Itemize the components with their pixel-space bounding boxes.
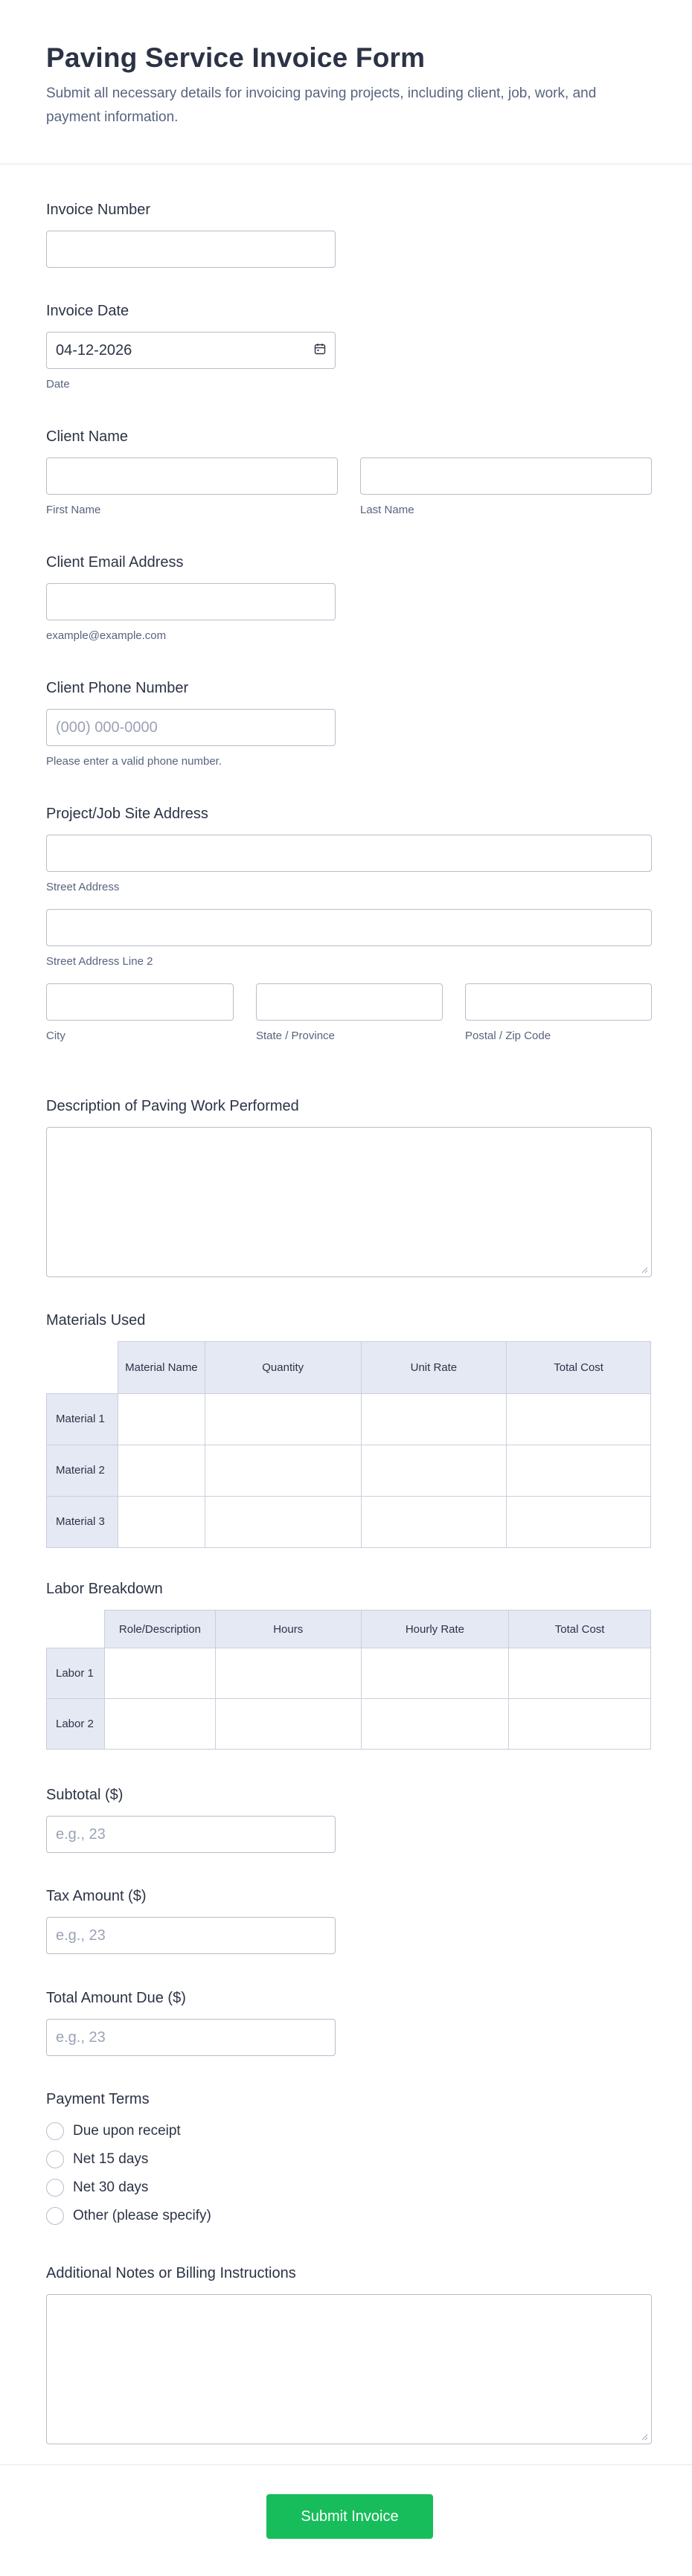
payment-option[interactable] <box>46 2202 211 2230</box>
client-name-field <box>46 428 653 517</box>
labor-col-header: Hourly Rate <box>361 1610 509 1648</box>
subtotal-field <box>46 1786 336 1853</box>
materials-cell[interactable] <box>205 1394 361 1445</box>
materials-cell[interactable] <box>118 1497 205 1548</box>
client-phone-field <box>46 679 336 768</box>
materials-col-header: Quantity <box>205 1342 361 1394</box>
subtotal-input[interactable]: e.g., 23 <box>46 1816 336 1853</box>
invoice-date-field <box>46 302 336 391</box>
description-field <box>46 1097 652 1277</box>
form-header <box>0 0 692 164</box>
invoice-date-label: Invoice Date <box>46 303 129 319</box>
client-phone-input[interactable]: (000) 000-0000 <box>46 709 336 746</box>
materials-cell[interactable] <box>507 1445 651 1497</box>
materials-field <box>46 1311 651 1548</box>
city-sublabel: City <box>46 1030 65 1042</box>
materials-table <box>46 1341 651 1548</box>
state-input[interactable] <box>256 983 443 1021</box>
payment-option[interactable] <box>46 2174 211 2202</box>
invoice-number-field <box>46 201 336 268</box>
total-field <box>46 1989 336 2056</box>
materials-row-header: Material 1 <box>47 1394 118 1445</box>
materials-col-header: Unit Rate <box>361 1342 507 1394</box>
client-phone-label: Client Phone Number <box>46 680 189 696</box>
address-field <box>46 805 652 1043</box>
form-description: Submit all necessary details for invoicing paving projects, including client, job, work, and payment information. <box>46 86 597 125</box>
street-address-line2-sublabel: Street Address Line 2 <box>46 955 153 968</box>
payment-terms-field <box>46 2090 211 2230</box>
labor-cell[interactable] <box>215 1648 361 1699</box>
labor-label: Labor Breakdown <box>46 1581 163 1597</box>
total-input[interactable]: e.g., 23 <box>46 2019 336 2056</box>
client-email-label: Client Email Address <box>46 554 184 571</box>
subtotal-label: Subtotal ($) <box>46 1787 124 1803</box>
tax-field <box>46 1887 336 1954</box>
labor-cell[interactable] <box>509 1699 651 1750</box>
radio-button[interactable] <box>46 2179 64 2197</box>
radio-button[interactable] <box>46 2122 64 2140</box>
description-label: Description of Paving Work Performed <box>46 1098 299 1114</box>
calendar-icon[interactable] <box>314 342 326 359</box>
labor-col-header: Total Cost <box>509 1610 651 1648</box>
street-address-sublabel: Street Address <box>46 881 120 893</box>
invoice-date-input[interactable] <box>46 332 336 369</box>
address-label: Project/Job Site Address <box>46 806 208 822</box>
invoice-number-input[interactable] <box>46 231 336 268</box>
materials-cell[interactable] <box>361 1445 507 1497</box>
payment-option-label[interactable]: Net 15 days <box>73 2151 149 2167</box>
materials-row-header: Material 2 <box>47 1445 118 1497</box>
materials-cell[interactable] <box>507 1497 651 1548</box>
street-address-line2-input[interactable] <box>46 909 652 946</box>
labor-cell[interactable] <box>361 1648 509 1699</box>
total-label: Total Amount Due ($) <box>46 1990 186 2006</box>
tax-label: Tax Amount ($) <box>46 1888 147 1904</box>
invoice-date-value: 04-12-2026 <box>56 341 132 359</box>
labor-cell[interactable] <box>104 1699 215 1750</box>
labor-field <box>46 1580 651 1750</box>
labor-corner <box>47 1610 105 1648</box>
labor-table <box>46 1610 651 1750</box>
notes-label: Additional Notes or Billing Instructions <box>46 2265 296 2281</box>
materials-cell[interactable] <box>361 1394 507 1445</box>
first-name-sublabel: First Name <box>46 504 101 516</box>
description-textarea[interactable] <box>46 1127 652 1277</box>
labor-cell[interactable] <box>104 1648 215 1699</box>
invoice-date-sublabel: Date <box>46 378 70 391</box>
materials-cell[interactable] <box>507 1394 651 1445</box>
labor-cell[interactable] <box>361 1699 509 1750</box>
materials-corner <box>47 1342 118 1394</box>
invoice-number-label: Invoice Number <box>46 202 151 218</box>
client-phone-sublabel: Please enter a valid phone number. <box>46 755 222 768</box>
zip-input[interactable] <box>465 983 652 1021</box>
materials-label: Materials Used <box>46 1312 146 1329</box>
resize-grip-icon[interactable] <box>641 2433 648 2441</box>
labor-row-header: Labor 2 <box>47 1699 105 1750</box>
payment-terms-label: Payment Terms <box>46 2091 150 2107</box>
notes-field <box>46 2264 652 2444</box>
state-sublabel: State / Province <box>256 1030 335 1042</box>
client-name-label: Client Name <box>46 428 129 445</box>
payment-option-label[interactable]: Net 30 days <box>73 2180 149 2195</box>
radio-button[interactable] <box>46 2151 64 2168</box>
materials-col-header: Total Cost <box>507 1342 651 1394</box>
zip-sublabel: Postal / Zip Code <box>465 1030 551 1042</box>
client-email-sublabel: example@example.com <box>46 629 167 642</box>
materials-cell[interactable] <box>361 1497 507 1548</box>
materials-cell[interactable] <box>118 1445 205 1497</box>
form-title: Paving Service Invoice Form <box>46 42 426 73</box>
labor-col-header: Role/Description <box>104 1610 215 1648</box>
materials-row-header: Material 3 <box>47 1497 118 1548</box>
radio-button[interactable] <box>46 2207 64 2225</box>
materials-cell[interactable] <box>205 1445 361 1497</box>
materials-cell[interactable] <box>118 1394 205 1445</box>
payment-option[interactable] <box>46 2145 211 2174</box>
labor-col-header: Hours <box>215 1610 361 1648</box>
resize-grip-icon[interactable] <box>641 1266 648 1273</box>
materials-cell[interactable] <box>205 1497 361 1548</box>
first-name-input[interactable] <box>46 457 338 495</box>
city-input[interactable] <box>46 983 234 1021</box>
payment-option[interactable] <box>46 2117 211 2145</box>
labor-row-header: Labor 1 <box>47 1648 105 1699</box>
form-footer <box>0 2464 692 2576</box>
labor-cell[interactable] <box>509 1648 651 1699</box>
materials-col-header: Material Name <box>118 1342 205 1394</box>
labor-cell[interactable] <box>215 1699 361 1750</box>
notes-textarea[interactable] <box>46 2294 652 2444</box>
last-name-input[interactable] <box>360 457 652 495</box>
tax-input[interactable]: e.g., 23 <box>46 1917 336 1954</box>
payment-option-label[interactable]: Other (please specify) <box>73 2208 211 2223</box>
submit-button[interactable]: Submit Invoice <box>266 2494 433 2539</box>
street-address-input[interactable] <box>46 835 652 872</box>
payment-option-label[interactable]: Due upon receipt <box>73 2123 181 2139</box>
client-email-input[interactable] <box>46 583 336 620</box>
client-email-field <box>46 553 336 643</box>
last-name-sublabel: Last Name <box>360 504 414 516</box>
